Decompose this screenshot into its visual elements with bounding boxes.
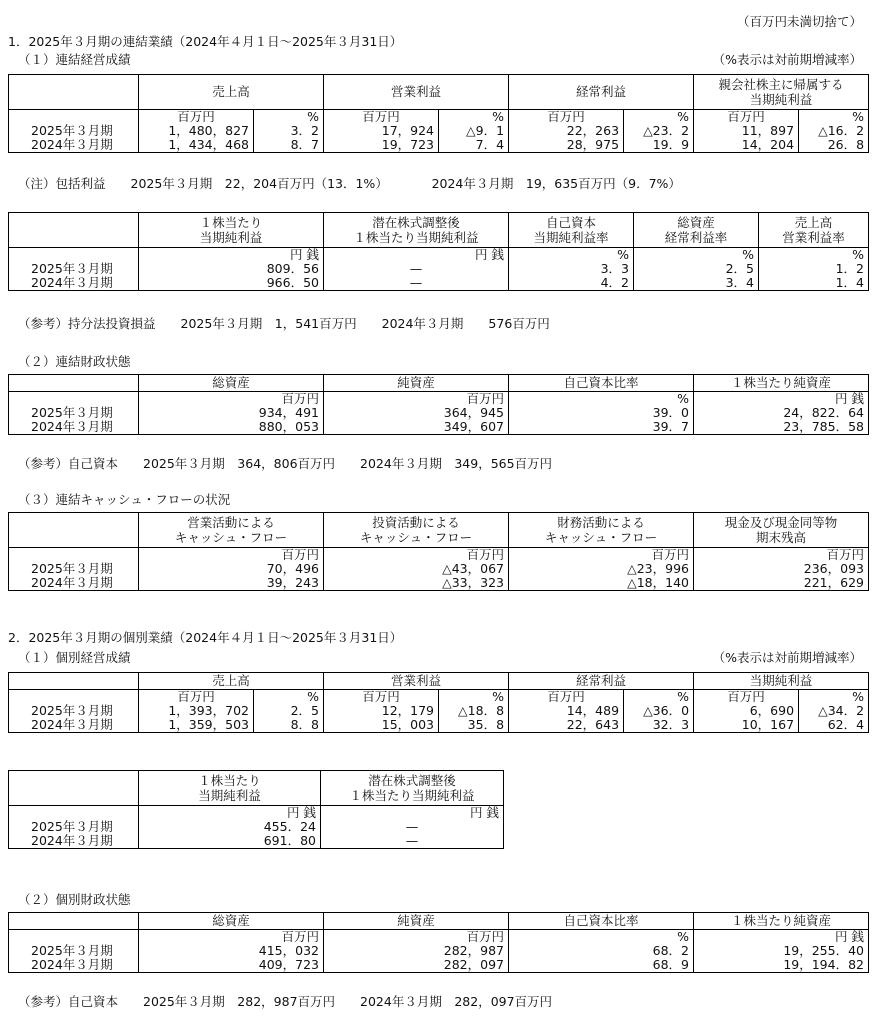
non-consolidated-financial-position-table <box>8 912 869 973</box>
value-cell: 23，785．58 <box>694 420 869 435</box>
table-row <box>9 562 869 576</box>
value-cell: 14，489 <box>509 704 624 718</box>
unit-cell: 百万円 <box>694 690 799 705</box>
value-cell: 68．2 <box>509 944 694 958</box>
corner-cell <box>9 771 139 806</box>
unit-row <box>9 548 869 563</box>
value-cell: 22，643 <box>509 718 624 733</box>
value-cell: 39，243 <box>139 576 324 591</box>
value-cell: 1，359，503 <box>139 718 254 733</box>
table-row <box>9 718 869 733</box>
value-cell: 32．3 <box>624 718 694 733</box>
row-label: 2024年３月期 <box>9 420 139 435</box>
value-cell: 19，255．40 <box>694 944 869 958</box>
table-header-row <box>9 75 869 110</box>
column-header: 潜在株式調整後 １株当たり当期純利益 <box>324 213 509 248</box>
value-cell: 1，393，702 <box>139 704 254 718</box>
consolidated-results-table <box>8 74 869 153</box>
unit-cell: 百万円 <box>139 690 254 705</box>
column-header: １株当たり純資産 <box>694 913 869 930</box>
row-label: 2024年３月期 <box>9 576 139 591</box>
value-cell: 4．2 <box>509 276 634 291</box>
non-consolidated-per-share-table <box>8 770 504 849</box>
value-cell: 2．5 <box>254 704 324 718</box>
row-label: 2025年３月期 <box>9 124 139 138</box>
unit-cell: % <box>509 392 694 407</box>
unit-cell: 円 銭 <box>139 248 324 263</box>
consolidated-per-share-table <box>8 212 869 291</box>
value-cell: 691．80 <box>139 834 321 849</box>
comprehensive-income-note: （注）包括利益 2025年３月期 22，204百万円（13．1%） 2024年３月期 19，635百万円（9．7%） <box>18 176 681 191</box>
unit-cell: % <box>509 248 634 263</box>
unit-cell: % <box>624 110 694 125</box>
consolidated-equity-note: （参考）自己資本 2025年３月期 364，806百万円 2024年３月期 349，565百万円 <box>18 456 553 471</box>
unit-cell: % <box>254 690 324 705</box>
table-header-row <box>9 213 869 248</box>
unit-cell: 百万円 <box>324 548 509 563</box>
value-cell: △43，067 <box>324 562 509 576</box>
column-header: 総資産 <box>139 913 324 930</box>
table-row <box>9 958 869 973</box>
value-cell: 966．50 <box>139 276 324 291</box>
table-header-row <box>9 513 869 548</box>
column-header: 売上高 <box>139 673 324 690</box>
corner-cell <box>9 913 139 930</box>
unit-cell: 百万円 <box>139 548 324 563</box>
value-cell: △16．2 <box>799 124 869 138</box>
value-cell: 8．7 <box>254 138 324 153</box>
unit-cell: 円 銭 <box>139 806 321 821</box>
column-header: 売上高 <box>139 75 324 110</box>
value-cell: △36．0 <box>624 704 694 718</box>
value-cell: 19．9 <box>624 138 694 153</box>
row-label: 2025年３月期 <box>9 944 139 958</box>
table-row <box>9 834 504 849</box>
column-header: 純資産 <box>324 375 509 392</box>
value-cell: 28，975 <box>509 138 624 153</box>
row-label: 2024年３月期 <box>9 958 139 973</box>
unit-cell: 百万円 <box>324 930 509 945</box>
column-header: 営業利益 <box>324 673 509 690</box>
value-cell: △23，996 <box>509 562 694 576</box>
table-row <box>9 406 869 420</box>
section-1-1-pct-note: （%表示は対前期増減率） <box>712 52 862 67</box>
value-cell: 236，093 <box>694 562 869 576</box>
unit-cell: 百万円 <box>324 110 439 125</box>
unit-cell: % <box>799 690 869 705</box>
unit-cell: 百万円 <box>694 110 799 125</box>
value-cell: 1，434，468 <box>139 138 254 153</box>
value-cell: 70，496 <box>139 562 324 576</box>
unit-cell: 百万円 <box>139 110 254 125</box>
non-consolidated-results-table <box>8 672 869 733</box>
corner-cell <box>9 213 139 248</box>
value-cell: 39．7 <box>509 420 694 435</box>
section-2-2-title: （２）個別財政状態 <box>18 892 131 907</box>
value-cell: 35．8 <box>439 718 509 733</box>
unit-row <box>9 110 869 125</box>
unit-row <box>9 248 869 263</box>
corner-cell <box>9 513 139 548</box>
value-cell: 17，924 <box>324 124 439 138</box>
unit-cell: 円 銭 <box>324 248 509 263</box>
unit-row <box>9 930 869 945</box>
unit-cell: 円 銭 <box>694 930 869 945</box>
unit-cell: 百万円 <box>324 392 509 407</box>
column-header: 自己資本比率 <box>509 375 694 392</box>
unit-cell: 円 銭 <box>321 806 504 821</box>
unit-cell: % <box>799 110 869 125</box>
row-label: 2025年３月期 <box>9 406 139 420</box>
column-header: １株当たり純資産 <box>694 375 869 392</box>
value-cell: 62．4 <box>799 718 869 733</box>
unit-cell: 百万円 <box>139 930 324 945</box>
value-cell: 934，491 <box>139 406 324 420</box>
unit-cell: % <box>509 930 694 945</box>
column-header: 営業活動による キャッシュ・フロー <box>139 513 324 548</box>
value-cell: 10，167 <box>694 718 799 733</box>
column-header: 自己資本比率 <box>509 913 694 930</box>
value-cell: 282，097 <box>324 958 509 973</box>
section-1-title: 1．2025年３月期の連結業績（2024年４月１日～2025年３月31日） <box>8 34 403 49</box>
unit-cell: 百万円 <box>509 110 624 125</box>
corner-cell <box>9 673 139 690</box>
value-cell: 68．9 <box>509 958 694 973</box>
value-cell: 364，945 <box>324 406 509 420</box>
value-cell: 415，032 <box>139 944 324 958</box>
value-cell: 19，194．82 <box>694 958 869 973</box>
section-1-2-title: （２）連結財政状態 <box>18 354 131 369</box>
value-cell: 2．5 <box>634 262 759 276</box>
unit-cell: % <box>439 690 509 705</box>
value-cell: △18，140 <box>509 576 694 591</box>
column-header: 純資産 <box>324 913 509 930</box>
corner-cell <box>9 375 139 392</box>
table-header-row <box>9 913 869 930</box>
unit-cell: 百万円 <box>509 690 624 705</box>
column-header: 経常利益 <box>509 75 694 110</box>
value-cell: 15，003 <box>324 718 439 733</box>
row-label: 2024年３月期 <box>9 718 139 733</box>
table-row <box>9 420 869 435</box>
equity-method-note: （参考）持分法投資損益 2025年３月期 1，541百万円 2024年３月期 576百万円 <box>18 316 550 331</box>
table-header-row <box>9 375 869 392</box>
row-label: 2024年３月期 <box>9 276 139 291</box>
unit-cell: % <box>759 248 869 263</box>
column-header: 経常利益 <box>509 673 694 690</box>
value-cell: 26．8 <box>799 138 869 153</box>
value-cell: 409，723 <box>139 958 324 973</box>
column-header: 総資産 <box>139 375 324 392</box>
row-label: 2025年３月期 <box>9 562 139 576</box>
value-cell: 14，204 <box>694 138 799 153</box>
value-cell: — <box>321 820 504 834</box>
table-row <box>9 704 869 718</box>
column-header: 潜在株式調整後 １株当たり当期純利益 <box>321 771 504 806</box>
value-cell: 1．4 <box>759 276 869 291</box>
value-cell: 880，053 <box>139 420 324 435</box>
value-cell: △9．1 <box>439 124 509 138</box>
value-cell: 7．4 <box>439 138 509 153</box>
row-label: 2024年３月期 <box>9 138 139 153</box>
value-cell: 11，897 <box>694 124 799 138</box>
table-header-row <box>9 673 869 690</box>
value-cell: △33，323 <box>324 576 509 591</box>
value-cell: 455．24 <box>139 820 321 834</box>
value-cell: 19，723 <box>324 138 439 153</box>
unit-note: （百万円未満切捨て） <box>736 14 862 29</box>
value-cell: △18．8 <box>439 704 509 718</box>
column-header: 総資産 経常利益率 <box>634 213 759 248</box>
table-header-row <box>9 771 504 806</box>
section-2-1-pct-note: （%表示は対前期増減率） <box>712 650 862 665</box>
corner-cell <box>9 75 139 110</box>
row-label: 2025年３月期 <box>9 704 139 718</box>
table-row <box>9 576 869 591</box>
unit-cell: 百万円 <box>324 690 439 705</box>
column-header: 親会社株主に帰属する 当期純利益 <box>694 75 869 110</box>
value-cell: 22，263 <box>509 124 624 138</box>
column-header: １株当たり 当期純利益 <box>139 213 324 248</box>
value-cell: 1，480，827 <box>139 124 254 138</box>
table-row <box>9 276 869 291</box>
unit-cell: 百万円 <box>694 548 869 563</box>
table-row <box>9 138 869 153</box>
column-header: 当期純利益 <box>694 673 869 690</box>
column-header: 自己資本 当期純利益率 <box>509 213 634 248</box>
unit-cell: 百万円 <box>509 548 694 563</box>
value-cell: — <box>324 262 509 276</box>
section-2-1-title: （１）個別経営成績 <box>18 650 131 665</box>
value-cell: 3．3 <box>509 262 634 276</box>
value-cell: 3．4 <box>634 276 759 291</box>
unit-row <box>9 392 869 407</box>
column-header: １株当たり 当期純利益 <box>139 771 321 806</box>
unit-cell: % <box>634 248 759 263</box>
row-label: 2025年３月期 <box>9 820 139 834</box>
value-cell: 1．2 <box>759 262 869 276</box>
value-cell: 349，607 <box>324 420 509 435</box>
table-row <box>9 124 869 138</box>
row-label: 2025年３月期 <box>9 262 139 276</box>
unit-row <box>9 690 869 705</box>
table-row <box>9 820 504 834</box>
unit-cell: % <box>254 110 324 125</box>
value-cell: 24，822．64 <box>694 406 869 420</box>
row-label: 2024年３月期 <box>9 834 139 849</box>
value-cell: 809．56 <box>139 262 324 276</box>
unit-cell: 円 銭 <box>694 392 869 407</box>
column-header: 売上高 営業利益率 <box>759 213 869 248</box>
value-cell: 8．8 <box>254 718 324 733</box>
value-cell: 6，690 <box>694 704 799 718</box>
value-cell: — <box>324 276 509 291</box>
column-header: 営業利益 <box>324 75 509 110</box>
column-header: 投資活動による キャッシュ・フロー <box>324 513 509 548</box>
value-cell: 3．2 <box>254 124 324 138</box>
value-cell: △23．2 <box>624 124 694 138</box>
column-header: 現金及び現金同等物 期末残高 <box>694 513 869 548</box>
section-1-1-title: （１）連結経営成績 <box>18 52 131 67</box>
table-row <box>9 944 869 958</box>
value-cell: 12，179 <box>324 704 439 718</box>
non-consolidated-equity-note: （参考）自己資本 2025年３月期 282，987百万円 2024年３月期 282，097百万円 <box>18 994 553 1009</box>
unit-cell: % <box>624 690 694 705</box>
section-1-3-title: （３）連結キャッシュ・フローの状況 <box>18 492 231 507</box>
value-cell: 282，987 <box>324 944 509 958</box>
consolidated-cash-flow-table <box>8 512 869 591</box>
column-header: 財務活動による キャッシュ・フロー <box>509 513 694 548</box>
unit-cell: % <box>439 110 509 125</box>
table-row <box>9 262 869 276</box>
value-cell: △34．2 <box>799 704 869 718</box>
value-cell: — <box>321 834 504 849</box>
value-cell: 39．0 <box>509 406 694 420</box>
value-cell: 221，629 <box>694 576 869 591</box>
section-2-title: 2．2025年３月期の個別業績（2024年４月１日～2025年３月31日） <box>8 630 403 645</box>
unit-row <box>9 806 504 821</box>
unit-cell: 百万円 <box>139 392 324 407</box>
consolidated-financial-position-table <box>8 374 869 435</box>
